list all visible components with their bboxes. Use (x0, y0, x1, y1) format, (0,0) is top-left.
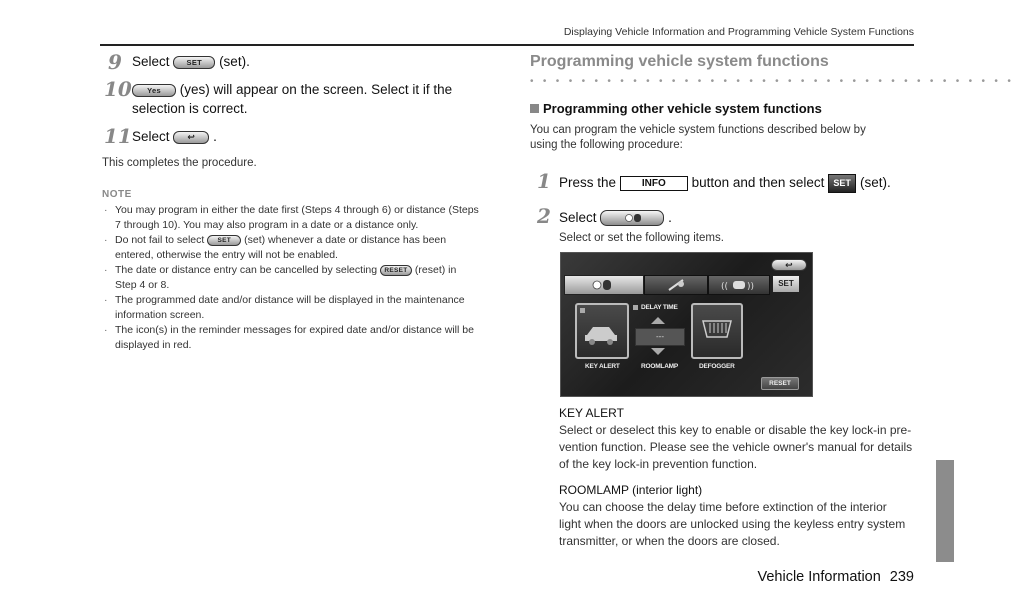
vehicle-function-tab-icon (600, 210, 664, 226)
step-11-text (132, 127, 217, 146)
select-note: Select or set the following items. (559, 232, 724, 244)
info-button-icon: INFO (620, 176, 688, 191)
step-2-text: Select . (559, 210, 672, 225)
svg-text:((: (( (721, 282, 729, 292)
step-number-9: 9 (108, 50, 122, 74)
note-item: · Do not fail to select SET (set) whenever a date or distance has been entered, otherwise the entry will not be enabled. (104, 234, 447, 261)
running-header: Displaying Vehicle Information and Programming Vehicle System Functions (563, 26, 914, 38)
square-bullet-icon (530, 104, 539, 113)
reset-button: RESET (761, 377, 799, 390)
roomlamp-label: ROOMLAMP (641, 363, 679, 370)
page-footer (757, 569, 914, 585)
header-rule (100, 44, 914, 46)
key-alert-tile (575, 303, 629, 359)
set-button-icon: SET (173, 56, 215, 69)
step-10-text (132, 80, 452, 118)
step-9-pre: Select (132, 54, 170, 69)
delay-time-label: DELAY TIME (641, 304, 678, 311)
step-number-2: 2 (537, 204, 551, 228)
step-number-11: 11 (104, 124, 132, 148)
yes-button-icon: Yes (132, 84, 176, 97)
set-button-icon: SET (207, 235, 241, 246)
step-number-10: 10 (104, 77, 132, 101)
up-arrow-icon (651, 317, 665, 324)
note-item: · You may program in either the date first (Steps 4 through 6) or distance (Steps 7 through 10). You may also program in a date or a distance only. (104, 204, 479, 231)
item-title: KEY ALERT (559, 406, 624, 420)
chapter-tab-marker (936, 460, 954, 562)
step-10-post: (yes) will appear on the screen. Select it if the (179, 82, 453, 97)
item-roomlamp (559, 482, 919, 550)
note-item: · The date or distance entry can be cancelled by selecting RESET (reset) in Step 4 or 8. (104, 264, 457, 291)
down-arrow-icon (651, 348, 665, 355)
tab-vehicle-settings (564, 275, 644, 295)
step-1-text: Press the INFO button and then select SET (set). (559, 173, 891, 193)
intro-text: You can program the vehicle system functions described below by using the following procedure: (530, 124, 866, 151)
completes-text: This completes the procedure. (102, 157, 257, 169)
note-title: NOTE (102, 189, 132, 200)
item-description: Select or deselect this key to enable or disable the key lock-in pre- vention function. Please see the vehicle owner's manual for details of the key lock-in prevention function. (559, 423, 913, 471)
section-title: Programming vehicle system functions (530, 53, 829, 70)
item-description: You can choose the delay time before extinction of the interior light when the doors are unlocked using the keyless entry system transmitter, or when the doors are closed. (559, 500, 906, 548)
item-title: ROOMLAMP (interior light) (559, 483, 703, 497)
back-arrow-icon: ↩ (771, 259, 807, 271)
subsection-title: Programming other vehicle system functions (530, 101, 822, 116)
step-9-post: (set). (219, 54, 250, 69)
svg-text:)): )) (747, 282, 755, 292)
set-button-icon: SET (828, 174, 856, 193)
footer-section: Vehicle Information (757, 569, 881, 585)
set-tab: SET (772, 275, 800, 293)
step-9-text (132, 52, 250, 71)
defogger-label: DEFOGGER (699, 363, 735, 370)
dotted-divider: •••••••••••••••••••••••••••••••••••••• (530, 76, 1020, 87)
note-list (102, 203, 492, 353)
step-10-post2: selection is correct. (132, 101, 248, 116)
reset-button-icon: RESET (380, 265, 412, 276)
back-arrow-icon: ↩ (173, 131, 209, 144)
defogger-tile (691, 303, 743, 359)
note-item: · The programmed date and/or distance will be displayed in the maintenance information screen. (104, 294, 465, 321)
step-11-post: . (213, 129, 217, 144)
settings-screen-illustration (560, 252, 813, 397)
note-item: · The icon(s) in the reminder messages for expired date and/or distance will be displayed in red. (104, 324, 474, 351)
step-11-pre: Select (132, 129, 170, 144)
delay-time-value: --- (635, 328, 685, 346)
page-number: 239 (889, 569, 914, 585)
key-alert-label: KEY ALERT (585, 363, 620, 370)
step-number-1: 1 (537, 169, 551, 193)
tab-wiper (644, 275, 708, 295)
tab-sound (708, 275, 770, 295)
rear-defogger-icon (693, 305, 741, 357)
item-key-alert (559, 405, 919, 473)
